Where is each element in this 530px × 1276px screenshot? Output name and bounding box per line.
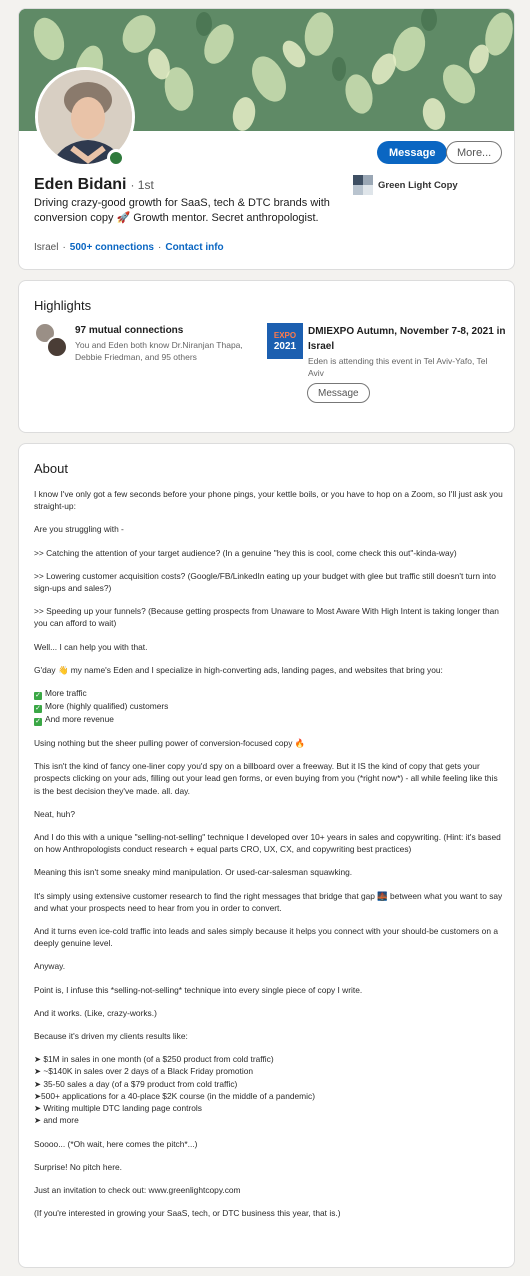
about-paragraph: Point is, I infuse this *selling-not-selling* technique into every single piece of copy I write. bbox=[34, 984, 363, 995]
about-paragraph: G'day 👋 my name's Eden and I specialize in high-converting ads, landing pages, and websites that bring you: bbox=[34, 664, 443, 675]
contact-info-link[interactable]: Contact info bbox=[165, 242, 224, 253]
name-row bbox=[34, 176, 154, 194]
connection-degree: · 1st bbox=[130, 178, 154, 192]
about-paragraph: And it turns even ice-cold traffic into leads and sales simply because it helps you connect with your should-be customers on a deeply genuine level. bbox=[34, 926, 498, 949]
about-body bbox=[34, 488, 504, 1230]
result-item: ➤ 35-50 sales a day (of a $79 product from cold traffic) bbox=[34, 1078, 238, 1089]
about-paragraph: Anyway. bbox=[34, 961, 66, 972]
connections-link[interactable]: 500+ connections bbox=[69, 242, 154, 253]
about-paragraph: Well... I can help you with that. bbox=[34, 641, 148, 652]
company-logo-icon bbox=[353, 175, 373, 195]
about-paragraph: Soooo... (*Oh wait, here comes the pitch*...) bbox=[34, 1138, 198, 1149]
about-card bbox=[18, 443, 515, 1268]
about-paragraph: And it works. (Like, crazy-works.) bbox=[34, 1007, 157, 1018]
about-paragraph: Neat, huh? bbox=[34, 808, 75, 819]
mutual-connections-avatars[interactable] bbox=[34, 322, 72, 362]
mutual-connections-title[interactable]: 97 mutual connections bbox=[75, 325, 184, 336]
checkmark-icon: ✓ bbox=[35, 692, 41, 700]
about-paragraph: It's simply using extensive customer research to find the right messages that bridge that gap 🌉 between what you want to say and what your prospects need to hear from you in order to convert. bbox=[34, 890, 503, 913]
event-title[interactable]: DMIEXPO Autumn, November 7-8, 2021 in Israel bbox=[308, 326, 506, 352]
checkmark-icon: ✓ bbox=[35, 718, 41, 726]
event-subtitle: Eden is attending this event in Tel Aviv-Yafo, Tel Aviv bbox=[308, 356, 488, 378]
profile-name: Eden Bidani bbox=[34, 176, 127, 193]
about-paragraph: Meaning this isn't some sneaky mind manipulation. Or used-car-salesman squawking. bbox=[34, 867, 353, 878]
location: Israel bbox=[34, 242, 59, 253]
avatar bbox=[46, 336, 68, 358]
about-title: About bbox=[34, 461, 68, 476]
checklist-item: ✓ More (highly qualified) customers bbox=[35, 701, 169, 713]
separator-dot: · bbox=[62, 242, 66, 253]
about-paragraph: Just an invitation to check out: www.greenlightcopy.com bbox=[34, 1184, 241, 1195]
mutual-connections-subtitle: You and Eden both know Dr.Niranjan Thapa, Debbie Friedman, and 95 others bbox=[75, 340, 243, 362]
results-list bbox=[34, 1053, 504, 1126]
about-paragraph: Using nothing but the sheer pulling power of conversion-focused copy 🔥 bbox=[34, 738, 306, 749]
about-paragraph: (If you're interested in growing your SaaS, tech, or DTC business this year, that is.) bbox=[34, 1208, 341, 1219]
event-thumbnail[interactable] bbox=[267, 323, 303, 359]
company-name: Green Light Copy bbox=[378, 179, 458, 191]
current-company[interactable] bbox=[353, 175, 458, 195]
event-thumb-line2: 2021 bbox=[273, 341, 297, 352]
checklist-item: ✓ More traffic bbox=[35, 688, 87, 700]
message-button[interactable]: Message bbox=[377, 141, 447, 164]
event-thumb-line1: EXPO bbox=[273, 331, 297, 340]
checkmark-icon: ✓ bbox=[35, 705, 41, 713]
checklist-item: ✓ And more revenue bbox=[35, 714, 114, 726]
about-paragraph: Are you struggling with - bbox=[34, 524, 124, 535]
about-paragraph: Surprise! No pitch here. bbox=[34, 1161, 122, 1172]
more-button[interactable]: More... bbox=[446, 141, 502, 164]
highlights-card bbox=[18, 280, 515, 433]
online-status-indicator bbox=[107, 149, 125, 167]
about-paragraph: >> Catching the attention of your target audience? (In a genuine "hey this is cool, come check this out"-kinda-way) bbox=[34, 547, 457, 558]
profile-headline: Driving crazy-good growth for SaaS, tech & DTC brands with conversion copy 🚀 Growth mentor. Secret anthropologist. bbox=[34, 197, 330, 224]
result-item: ➤ Writing multiple DTC landing page controls bbox=[34, 1103, 202, 1114]
result-item: ➤ ~$140K in sales over 2 days of a Black Friday promotion bbox=[34, 1066, 254, 1077]
about-paragraph: Because it's driven my clients results like: bbox=[34, 1031, 188, 1042]
result-item: ➤500+ applications for a 40-place $2K course (in the middle of a pandemic) bbox=[34, 1090, 315, 1101]
about-paragraph: And I do this with a unique "selling-not-selling" technique I developed over 10+ years in sales and copywriting. (Hint: it's based on how Anthropologists conduct research + equal parts CRO, UX, CX, and copywriting best practices) bbox=[34, 832, 501, 855]
about-paragraph: This isn't the kind of fancy one-liner copy you'd spy on a billboard over a freeway. But it IS the kind of copy that gets your prospects clicking on your ads, filling out your lead gen forms, or even buying from you (*right now*) - all while feeling like this is the best decision they've made. all. day. bbox=[34, 761, 498, 796]
about-paragraph: >> Lowering customer acquisition costs? (Google/FB/LinkedIn eating up your budget with glee but traffic still doesn't turn into sign-ups and sales?) bbox=[34, 570, 496, 594]
profile-card bbox=[18, 8, 515, 270]
about-paragraph: I know I've only got a few seconds before your phone pings, your kettle boils, or you have to hop on a Zoom, so I'll just ask you straight-up: bbox=[34, 489, 503, 512]
result-item: ➤ $1M in sales in one month (of a $250 product from cold traffic) bbox=[34, 1054, 274, 1065]
highlights-title: Highlights bbox=[34, 298, 92, 313]
about-paragraph: >> Speeding up your funnels? (Because getting prospects from Unaware to Most Aware With High Intent is taking longer than you can afford to wait) bbox=[34, 606, 499, 629]
result-item: ➤ and more bbox=[34, 1115, 79, 1126]
event-message-button[interactable]: Message bbox=[307, 383, 370, 403]
profile-meta bbox=[34, 242, 224, 253]
separator-dot: · bbox=[158, 242, 162, 253]
benefits-checklist bbox=[34, 687, 504, 726]
